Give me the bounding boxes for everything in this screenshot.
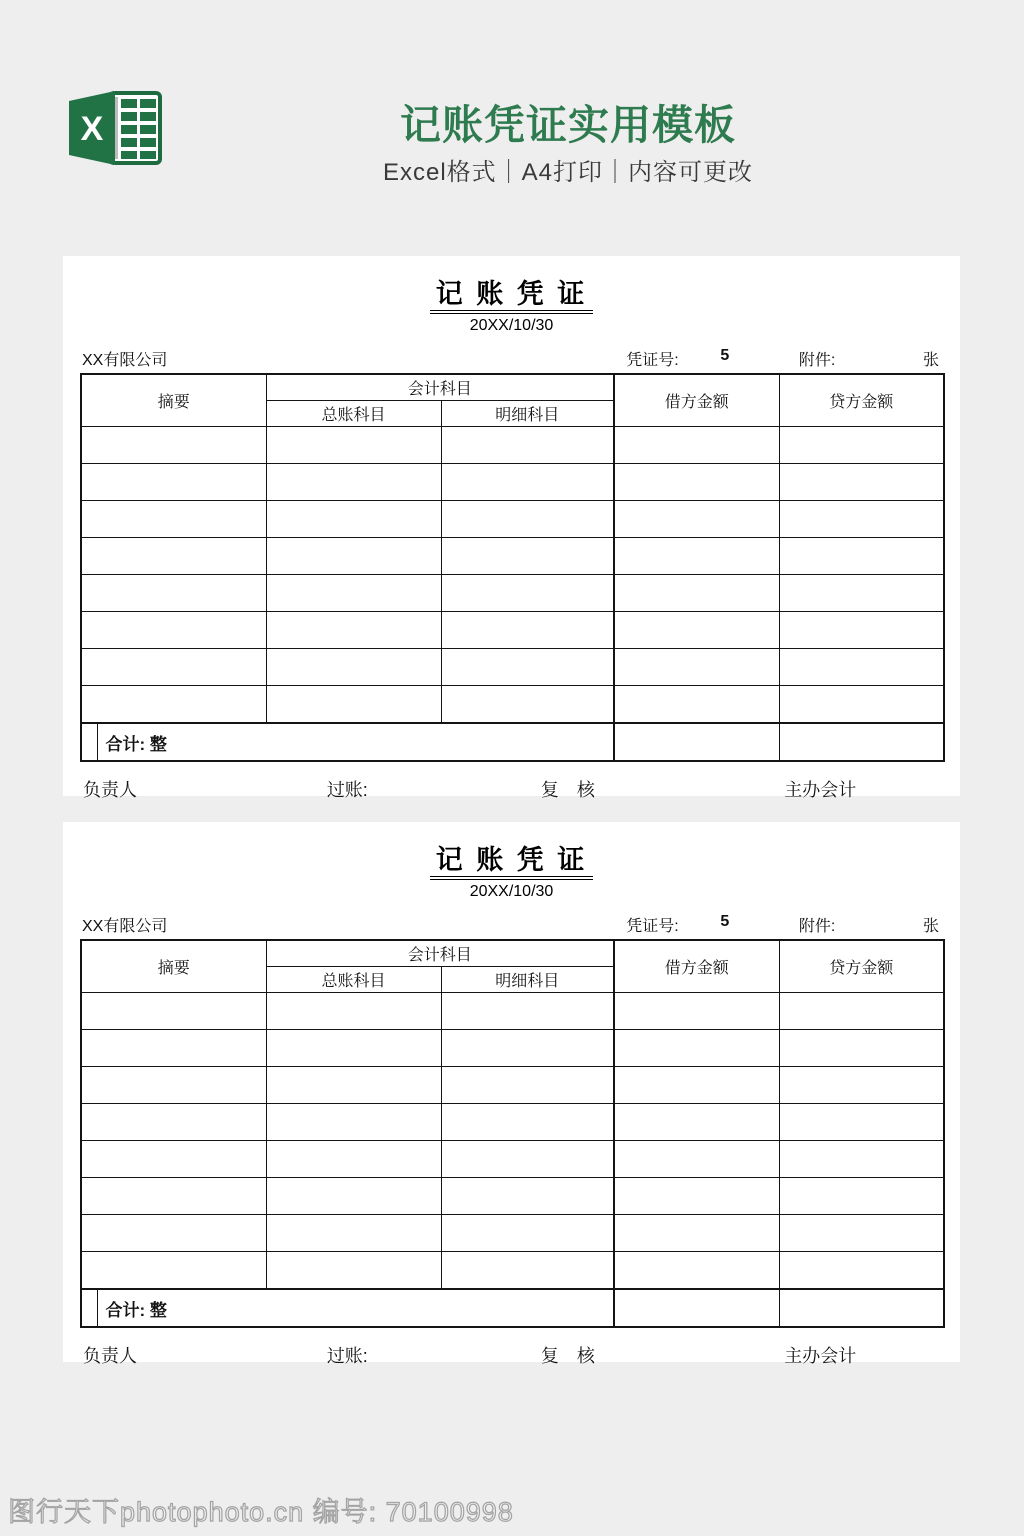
voucher-meta-row <box>80 347 943 369</box>
total-label: 合计: 整 <box>97 1289 614 1327</box>
col-header-summary: 摘要 <box>81 940 266 993</box>
signature-row <box>80 776 943 802</box>
voucher-title: 记 账 凭 证 <box>80 838 943 877</box>
total-stub-cell <box>81 723 97 761</box>
table-row <box>81 538 944 575</box>
svg-text:X: X <box>80 110 104 148</box>
signature-row <box>80 1342 943 1368</box>
col-header-credit: 贷方金额 <box>779 940 944 993</box>
table-row <box>81 464 944 501</box>
signature-chief-accountant: 主办会计 <box>784 780 857 800</box>
table-row <box>81 1067 944 1104</box>
voucher-card-1 <box>63 256 960 800</box>
table-row <box>81 1141 944 1178</box>
col-header-general-ledger: 总账科目 <box>266 967 441 993</box>
total-debit-cell <box>614 723 779 761</box>
table-row <box>81 501 944 538</box>
col-header-detail: 明细科目 <box>441 401 614 427</box>
site-watermark: 图行天下photophoto.cn 编号: 70100998 <box>8 1497 514 1527</box>
signature-review: 复 核 <box>540 780 595 800</box>
voucher-no-value: 5 <box>720 913 730 930</box>
company-name: XX有限公司 <box>82 352 168 369</box>
col-header-account-group: 会计科目 <box>266 374 614 401</box>
voucher-meta-row <box>80 913 943 935</box>
voucher-date: 20XX/10/30 <box>469 317 554 334</box>
signature-posting: 过账: <box>326 780 368 800</box>
signature-posting: 过账: <box>326 1346 368 1366</box>
signature-chief-accountant: 主办会计 <box>784 1346 857 1366</box>
total-label: 合计: 整 <box>97 723 614 761</box>
voucher-no-label: 凭证号: <box>626 352 679 369</box>
voucher-date: 20XX/10/30 <box>469 883 554 900</box>
signature-review: 复 核 <box>540 1346 595 1366</box>
page-header <box>0 0 1024 210</box>
col-header-general-ledger: 总账科目 <box>266 401 441 427</box>
table-row <box>81 1215 944 1252</box>
col-header-debit: 借方金额 <box>614 940 779 993</box>
attachment-unit: 张 <box>922 352 939 369</box>
page-subtitle: Excel格式｜A4打印｜内容可更改 <box>382 159 754 186</box>
total-row <box>81 1289 944 1327</box>
total-row <box>81 723 944 761</box>
total-stub-cell <box>81 1289 97 1327</box>
page-title: 记账凭证实用模板 <box>400 102 736 148</box>
total-debit-cell <box>614 1289 779 1327</box>
table-row <box>81 1104 944 1141</box>
col-header-summary: 摘要 <box>81 374 266 427</box>
voucher-title: 记 账 凭 证 <box>80 272 943 311</box>
table-row <box>81 612 944 649</box>
signature-responsible: 负责人 <box>83 780 137 800</box>
table-row <box>81 575 944 612</box>
col-header-account-group: 会计科目 <box>266 940 614 967</box>
col-header-detail: 明细科目 <box>441 967 614 993</box>
attachment-label: 附件: <box>798 352 836 369</box>
attachment-label: 附件: <box>798 918 836 935</box>
table-row <box>81 1252 944 1290</box>
company-name: XX有限公司 <box>82 918 168 935</box>
col-header-credit: 贷方金额 <box>779 374 944 427</box>
table-row <box>81 427 944 464</box>
voucher-table <box>80 939 945 1328</box>
table-row <box>81 1178 944 1215</box>
voucher-table <box>80 373 945 762</box>
signature-responsible: 负责人 <box>83 1346 137 1366</box>
voucher-card-2 <box>63 822 960 1366</box>
voucher-no-label: 凭证号: <box>626 918 679 935</box>
attachment-unit: 张 <box>922 918 939 935</box>
table-row <box>81 649 944 686</box>
table-row <box>81 686 944 724</box>
table-row <box>81 1030 944 1067</box>
total-credit-cell <box>779 1289 944 1327</box>
col-header-debit: 借方金额 <box>614 374 779 427</box>
table-row <box>81 993 944 1030</box>
voucher-no-value: 5 <box>720 347 730 364</box>
total-credit-cell <box>779 723 944 761</box>
